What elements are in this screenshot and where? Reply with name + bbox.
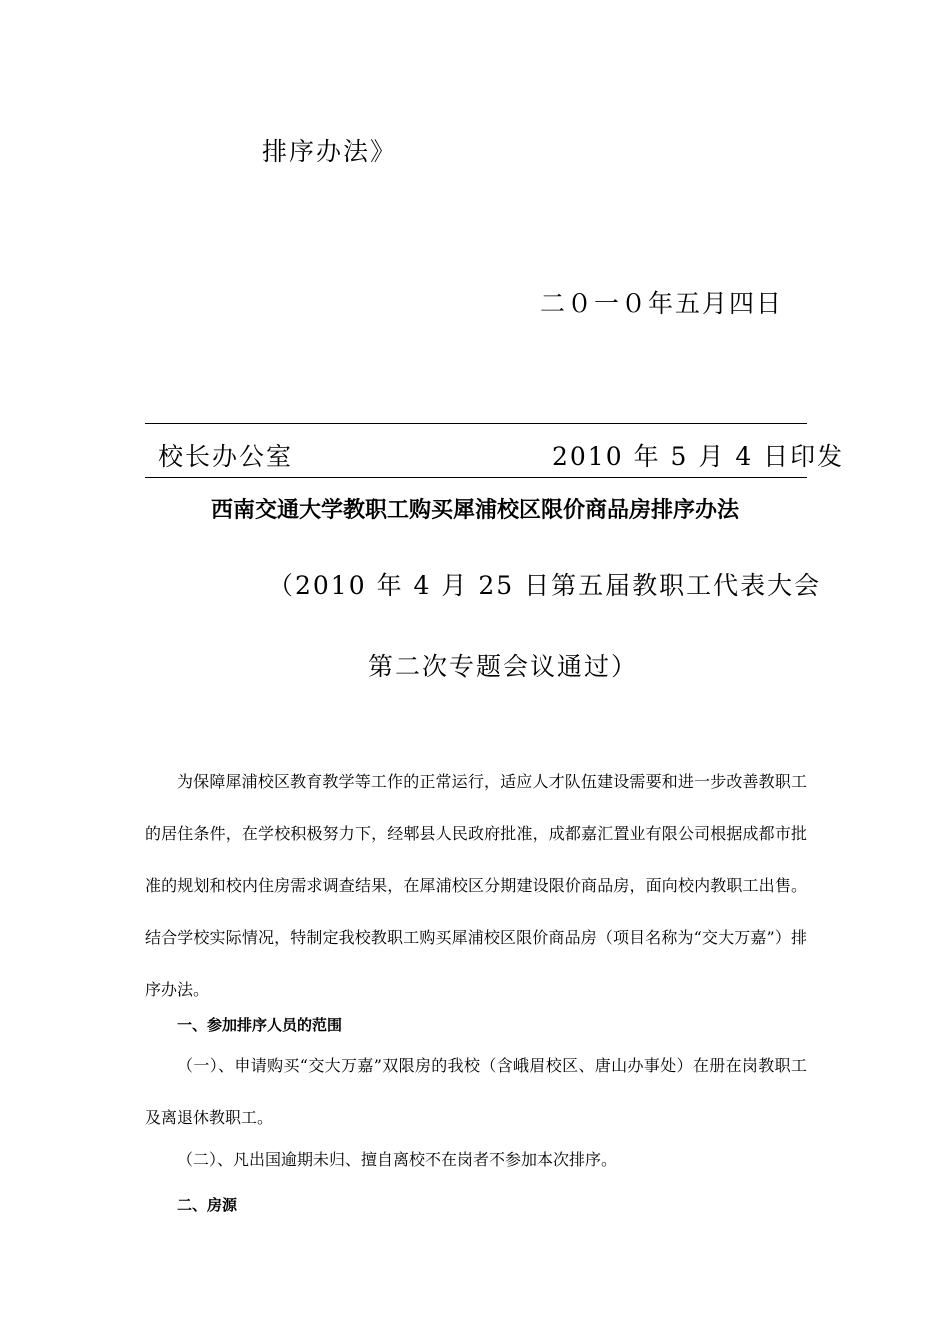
- bottom-rule: [145, 477, 807, 478]
- document-title: 西南交通大学教职工购买犀浦校区限价商品房排序办法: [210, 498, 739, 523]
- section-1-item-1: （一）、申请购买“交大万嘉”双限房的我校（含峨眉校区、唐山办事处）在册在岗教职工及离退休教职工。: [145, 1056, 807, 1127]
- subtitle-line-1: （2010 年 4 月 25 日第五届教职工代表大会: [268, 571, 822, 600]
- signature-date: 二０一０年五月四日: [540, 289, 784, 318]
- subtitle-line-2: 第二次专题会议通过）: [368, 652, 639, 681]
- issuing-office: 校长办公室: [158, 442, 294, 471]
- section-1-item-2: （二）、凡出国逾期未归、擅自离校不在岗者不参加本次排序。: [177, 1150, 618, 1169]
- intro-paragraph: 为保障犀浦校区教育教学等工作的正常运行，适应人才队伍建设需要和进一步改善教职工的居住条件，在学校积极努力下，经郫县人民政府批准，成都嘉汇置业有限公司根据成都市批准的规划和校内住房需求调查结果，在犀浦校区分期建设限价商品房，面向校内教职工出售。结合学校实际情况，特制定我校教职工购买犀浦校区限价商品房（项目名称为“交大万嘉”）排序办法。: [145, 772, 807, 999]
- previous-page-tail: 排序办法》: [262, 137, 398, 166]
- section-2-heading: 二、房源: [177, 1196, 238, 1214]
- top-rule: [145, 423, 807, 424]
- section-1-heading: 一、参加排序人员的范围: [177, 1016, 343, 1034]
- issue-date: 2010 年 5 月 4 日印发: [552, 442, 845, 471]
